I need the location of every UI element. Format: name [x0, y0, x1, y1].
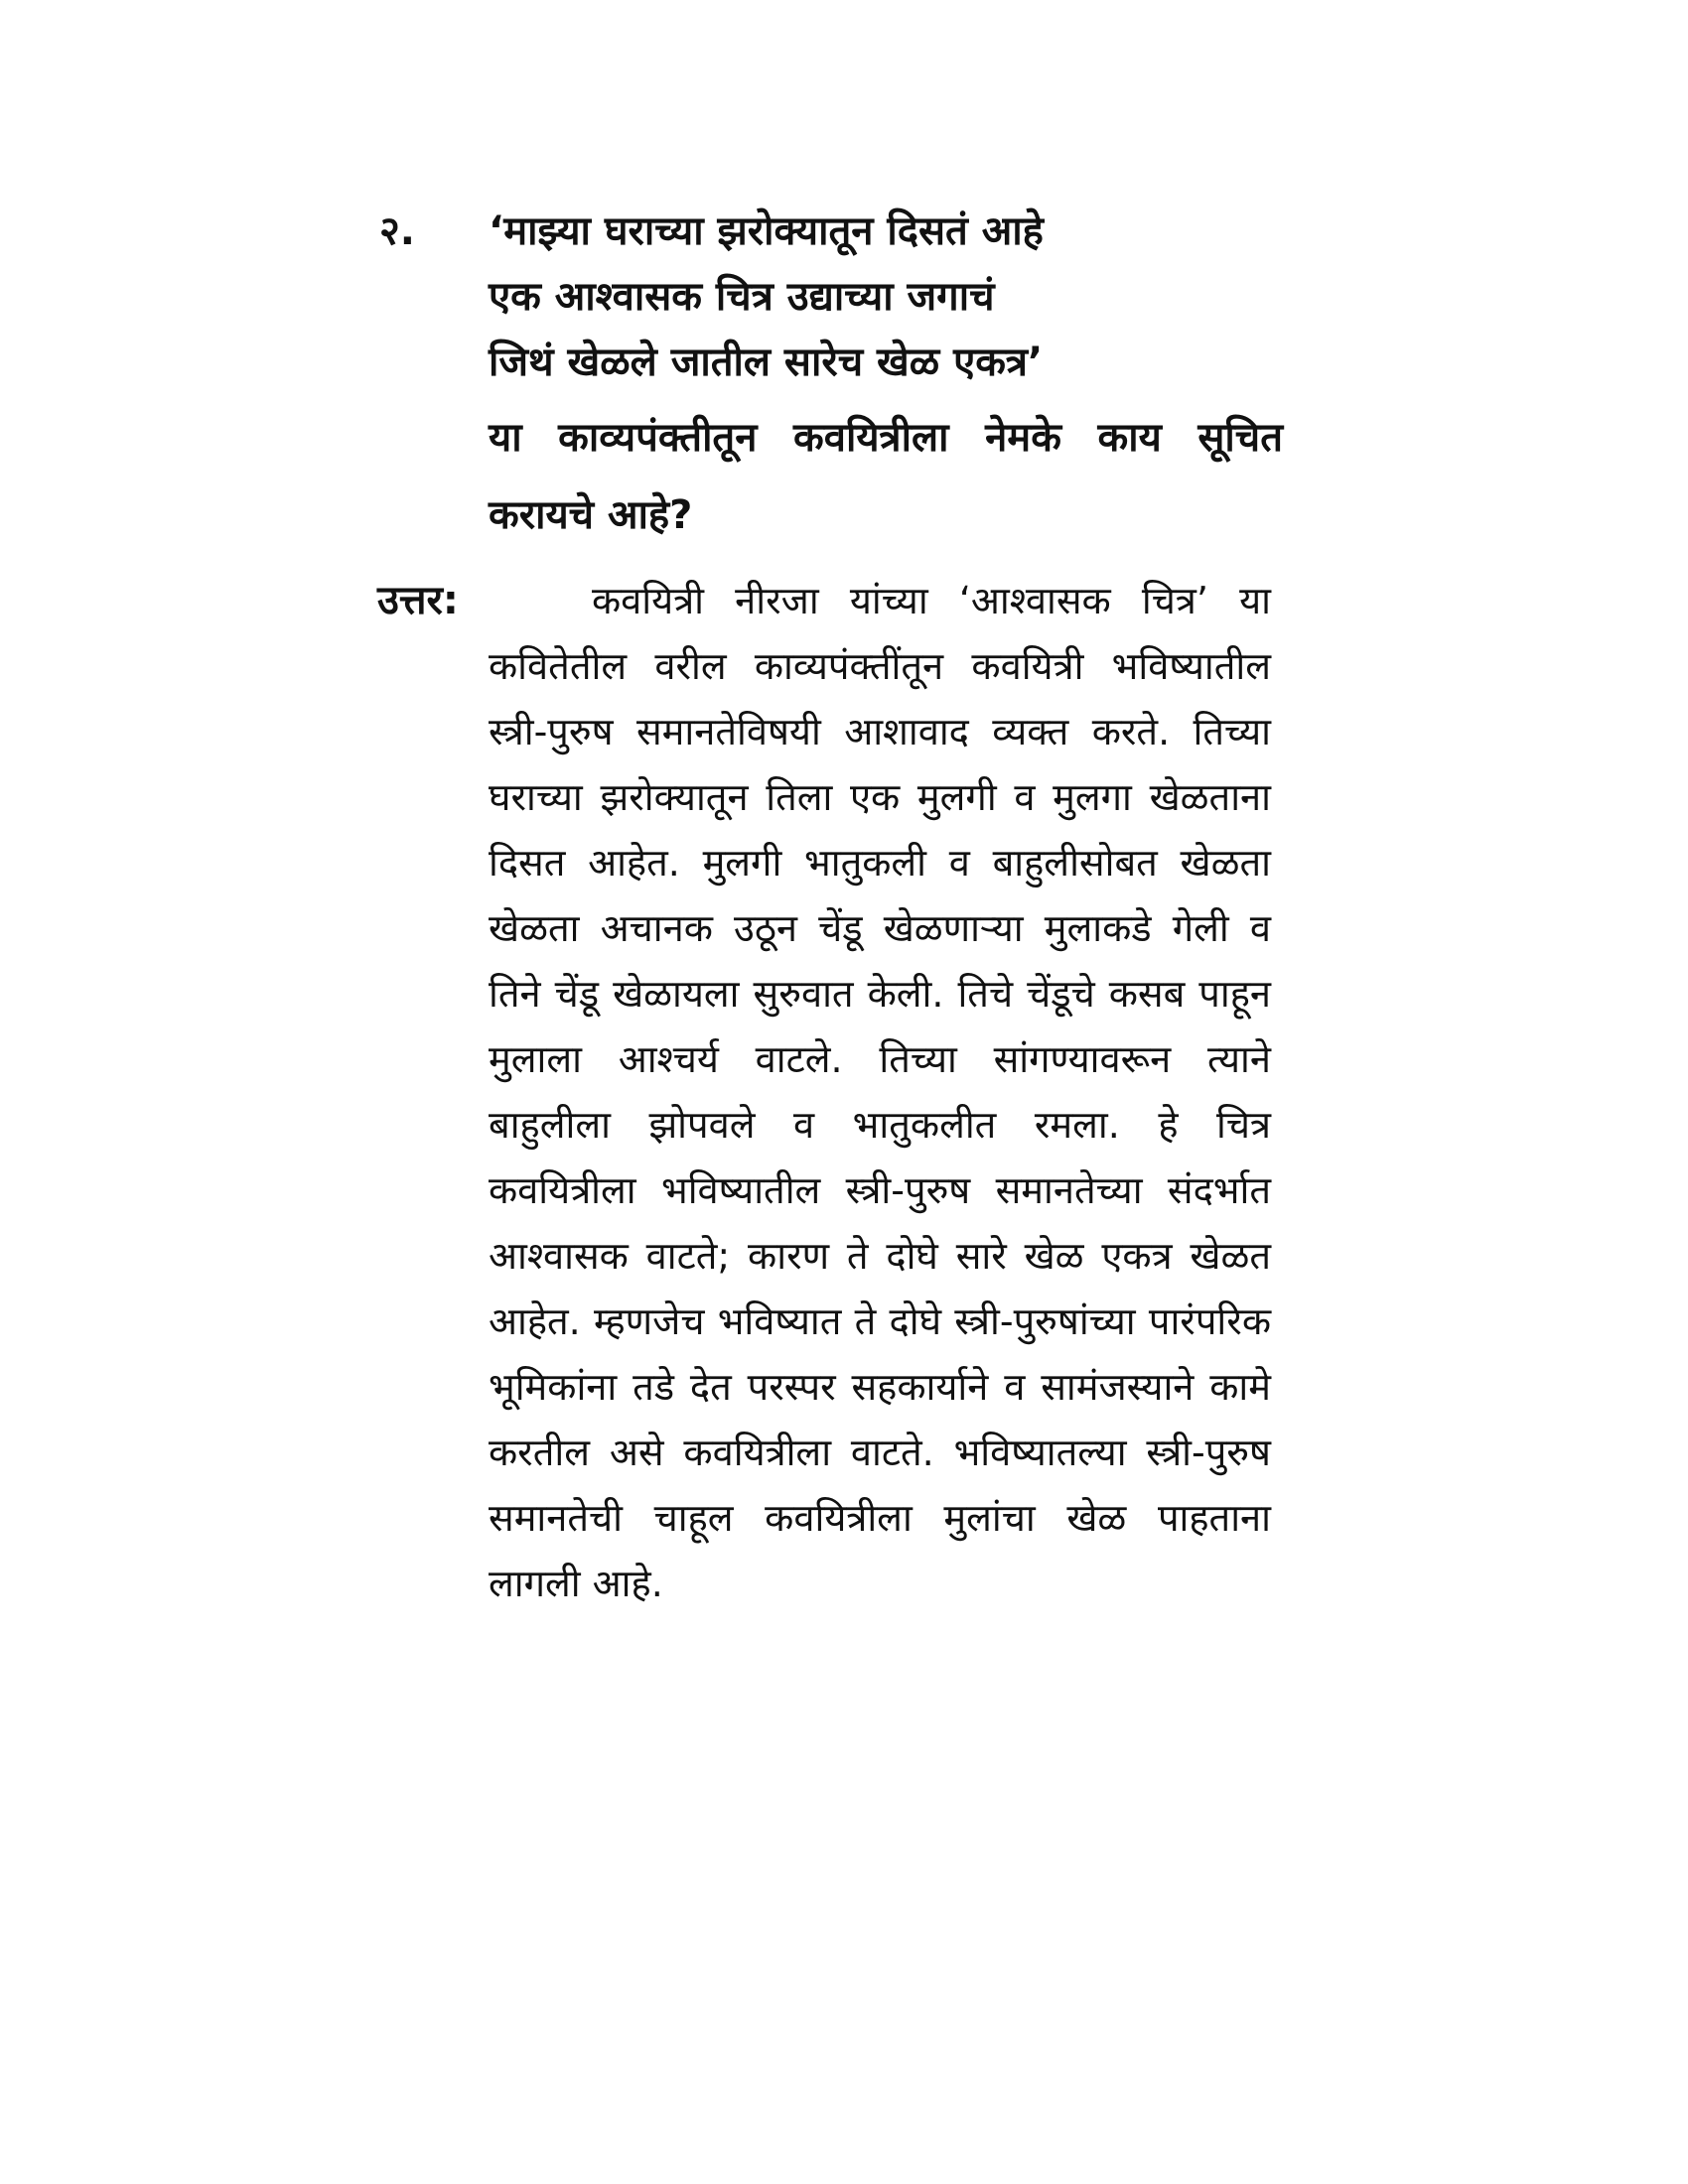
poem-line: जिथं खेळले जातील सारेच खेळ एकत्र’	[489, 340, 1044, 385]
poem-line: ‘माझ्या घराच्या झरोक्यातून दिसतं आहे	[489, 208, 1044, 254]
poem-line: एक आश्वासक चित्र उद्याच्या जगाचं	[489, 274, 995, 320]
question-prompt: या काव्यपंक्तीतून कवयित्रीला नेमके काय सूचित करायचे आहे?	[489, 415, 1283, 538]
answer-text: कवयित्री नीरजा यांच्या ‘आश्वासक चित्र’ या कवितेतील वरील काव्यपंक्तींतून कवयित्री भविष्यातील स्त्री-पुरुष समानतेविषयी आशावाद व्यक्त करते. तिच्या घराच्या झरोक्यातून तिला एक मुलगी व मुलगा खेळताना दिसत आहेत. मुलगी भातुकली व बाहुलीसोबत खेळता खेळता अचानक उठून चेंडू खेळणाऱ्या मुलाकडे गेली व तिने चेंडू खेळायला सुरुवात केली. तिचे चेंडूचे कसब पाहून मुलाला आश्चर्य वाटले. तिच्या सांगण्यावरून त्याने बाहुलीला झोपवले व भातुकलीत रमला. हे चित्र कवयित्रीला भविष्यातील स्त्री-पुरुष समानतेच्या संदर्भात आश्वासक वाटते; कारण ते दोघे सारे खेळ एकत्र खेळत आहेत. म्हणजेच भविष्यात ते दोघे स्त्री-पुरुषांच्या पारंपरिक भूमिकांना तडे देत परस्पर सहकार्याने व सामंजस्याने कामे करतील असे कवयित्रीला वाटते. भविष्यातल्या स्त्री-पुरुष समानतेची चाहूल कवयित्रीला मुलांचा खेळ पाहताना लागली आहे.	[489, 579, 1271, 1605]
answer-label: उत्तर:	[377, 578, 459, 623]
question-number: २.	[379, 208, 415, 254]
question-block	[489, 199, 1283, 554]
